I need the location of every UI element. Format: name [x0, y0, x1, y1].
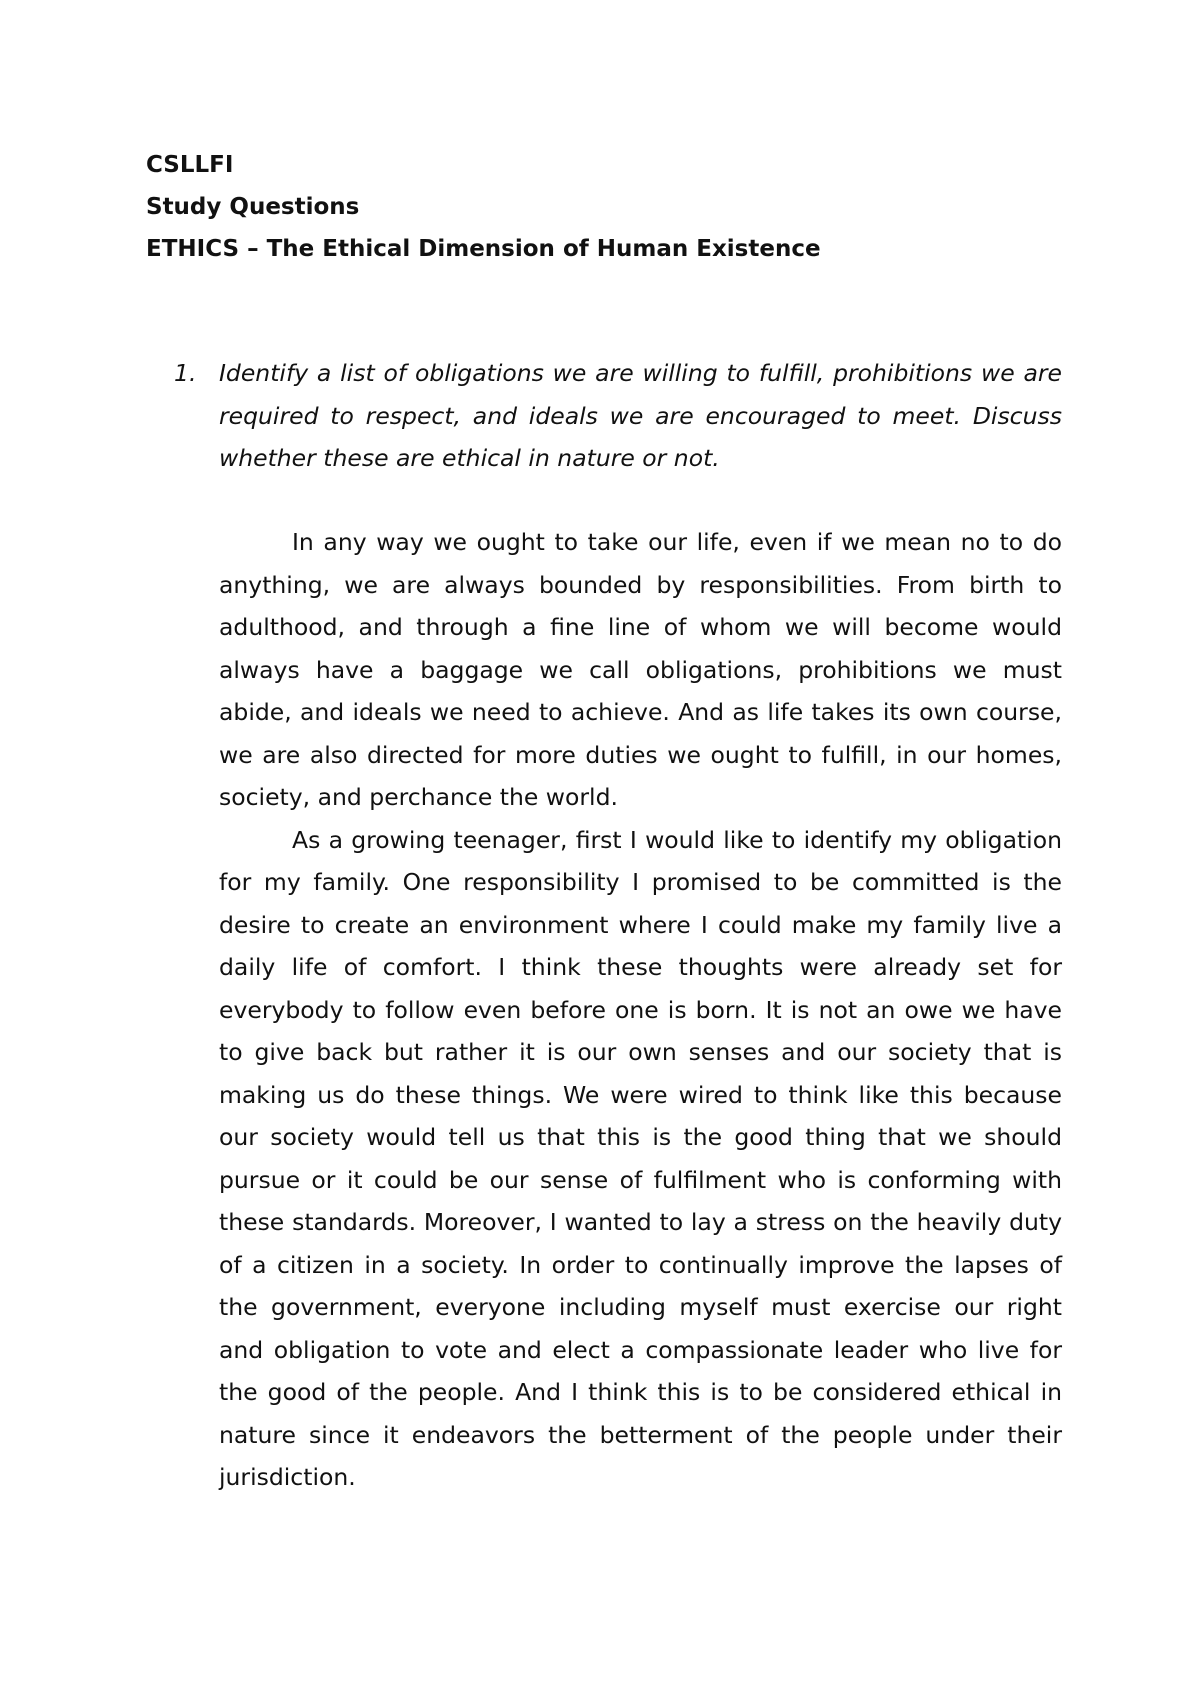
question-item — [174, 352, 1062, 480]
answer-body — [219, 521, 1062, 1499]
answer-paragraph-2: As a growing teenager, first I would like to identify my obligation for my family. One responsibility I promised to be committed is the desire to create an environment where I could make my family live a daily life of comfort. I think these thoughts were already set for everybody to follow even before one is born. It is not an owe we have to give back but rather it is our own senses and our society that is making us do these things. We were wired to think like this because our society would tell us that this is the good thing that we should pursue or it could be our sense of fulfilment who is conforming with these standards. Moreover, I wanted to lay a stress on the heavily duty of a citizen in a society. In order to continually improve the lapses of the government, everyone including myself must exercise our right and obligation to vote and elect a compassionate leader who live for the good of the people. And I think this is to be considered ethical in nature since it endeavors the betterment of the people under their jurisdiction. — [219, 825, 1062, 1491]
question-number: 1. — [174, 359, 197, 387]
document-title: ETHICS – The Ethical Dimension of Human Existence — [146, 236, 821, 262]
course-code: CSLLFI — [146, 152, 234, 178]
document-header — [146, 144, 1046, 270]
question-text: Identify a list of obligations we are willing to fulfill, prohibitions we are required to respect, and ideals we are encouraged to meet. Discuss whether these are ethical in nature or not. — [219, 359, 1062, 472]
answer-paragraph-1: In any way we ought to take our life, even if we mean no to do anything, we are always bounded by responsibilities. From birth to adulthood, and through a fine line of whom we will become would always have a baggage we call obligations, prohibitions we must abide, and ideals we need to achieve. And as life takes its own course, we are also directed for more duties we ought to fulfill, in our homes, society, and perchance the world. — [219, 528, 1062, 811]
document-subtitle: Study Questions — [146, 194, 360, 220]
